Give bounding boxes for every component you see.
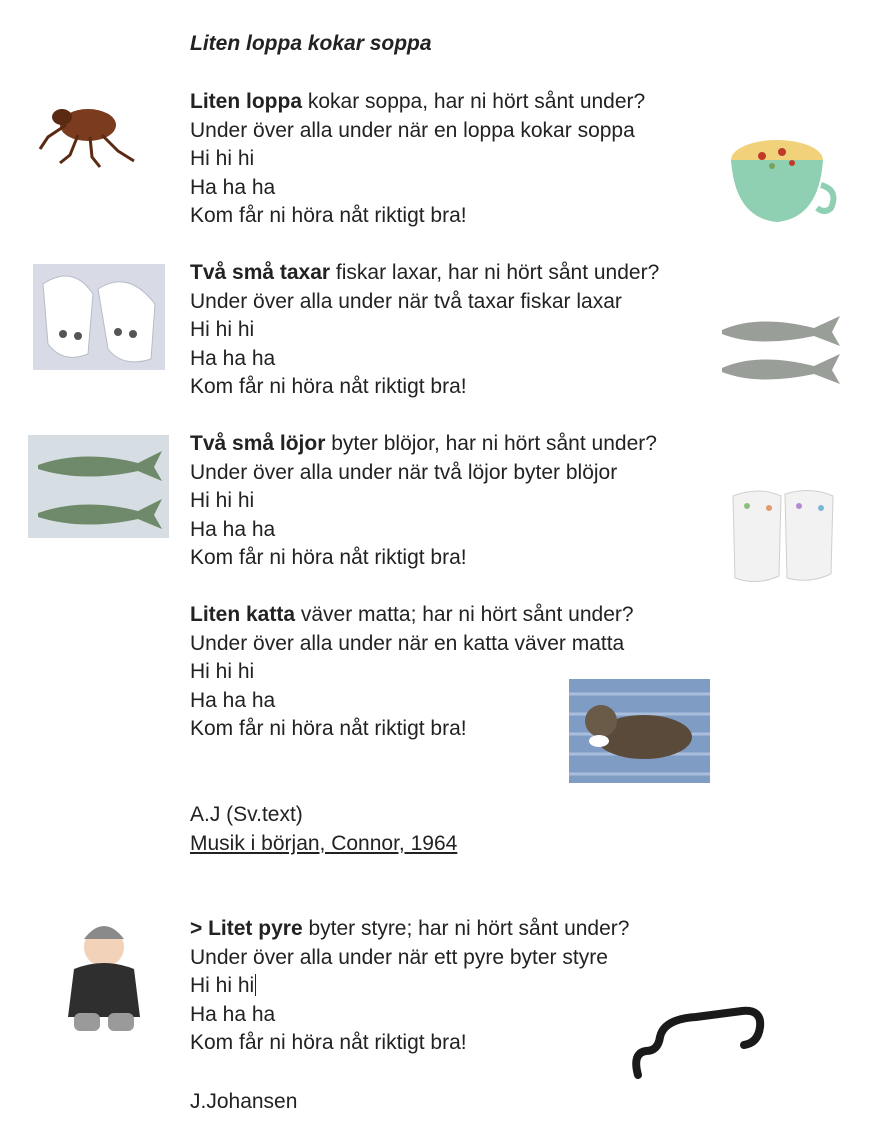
verse-subject: Två små taxar (190, 261, 331, 284)
verse-line: Kom får ni höra nåt riktigt bra! (190, 375, 467, 399)
verse-line: Kom får ni höra nåt riktigt bra! (190, 1031, 467, 1055)
handlebar-image (632, 1003, 768, 1081)
soup-bowl-image (727, 130, 837, 227)
cat-head (585, 705, 617, 737)
verse-lead-rest: väver matta; har ni hört sånt under? (295, 603, 634, 626)
diaper-1 (733, 491, 781, 582)
verse-line (190, 88, 645, 117)
verse-line: Ha ha ha (190, 688, 276, 712)
verse-subject: Liten katta (190, 603, 296, 626)
verse-3 (190, 430, 657, 573)
diaper-2 (785, 490, 833, 580)
final-author: J.Johansen (190, 1090, 298, 1113)
verse-lead-rest: fiskar laxar, har ni hört sånt under? (330, 261, 660, 284)
verse-lead-rest: kokar soppa, har ni hört sånt under? (302, 90, 646, 113)
verse-line: Under över alla under när två löjor byter blöjor (190, 460, 618, 484)
flea-head (52, 109, 72, 125)
verse-subject: Två små löjor (190, 432, 326, 455)
verse-line (190, 259, 659, 288)
verse-line: Hi hi hi (190, 318, 255, 342)
text-cursor (255, 974, 256, 996)
text-author: A.J (Sv.text) (190, 803, 303, 826)
baby-jacket (68, 963, 140, 1017)
verse-line: Hi hi hi (190, 660, 255, 684)
verse-line-text: Hi hi hi (190, 974, 255, 998)
song-title: Liten loppa kokar soppa (190, 32, 432, 55)
handlebar (636, 1011, 760, 1075)
salmon-image (718, 310, 843, 390)
verse-line (190, 601, 634, 630)
music-source-link[interactable]: Musik i början, Connor, 1964 (190, 832, 458, 855)
verse-line: Under över alla under när en katta väver matta (190, 631, 625, 655)
trout-image (28, 435, 169, 538)
verse-line[interactable] (190, 972, 629, 1001)
verse-lead-rest: byter blöjor, har ni hört sånt under? (325, 432, 657, 455)
cat-on-rug-image (569, 679, 710, 783)
verse-line: Kom får ni höra nåt riktigt bra! (190, 717, 467, 741)
verse-line: Ha ha ha (190, 1002, 276, 1026)
verse-line: Under över alla under när en loppa kokar soppa (190, 118, 635, 142)
salmon-2 (722, 354, 840, 384)
verse-4 (190, 601, 634, 744)
verse-line: Ha ha ha (190, 346, 276, 370)
verse-line: Hi hi hi (190, 489, 255, 513)
baby-hat (84, 926, 124, 939)
verse-line: Hi hi hi (190, 147, 255, 171)
dog-1 (43, 276, 93, 357)
diapers-image (729, 486, 837, 588)
verse-1 (190, 88, 645, 231)
verse-5 (190, 915, 629, 1058)
verse-line: Ha ha ha (190, 517, 276, 541)
dachshunds-image (33, 264, 165, 370)
verse-lead-rest: byter styre; har ni hört sånt under? (302, 917, 630, 940)
verse-line: Ha ha ha (190, 175, 276, 199)
verse-line: Under över alla under när ett pyre byter styre (190, 945, 608, 969)
flea-image (30, 95, 140, 170)
salmon-1 (722, 316, 840, 346)
verse-line (190, 430, 657, 459)
verse-subject: Liten loppa (190, 90, 302, 113)
verse-line: Under över alla under när två taxar fiskar laxar (190, 289, 622, 313)
credits (190, 800, 457, 858)
verse-subject: > Litet pyre (190, 917, 303, 940)
verse-line: Kom får ni höra nåt riktigt bra! (190, 546, 467, 570)
verse-line (190, 915, 629, 944)
verse-2 (190, 259, 659, 402)
baby-image (60, 917, 146, 1035)
verse-line: Kom får ni höra nåt riktigt bra! (190, 204, 467, 228)
